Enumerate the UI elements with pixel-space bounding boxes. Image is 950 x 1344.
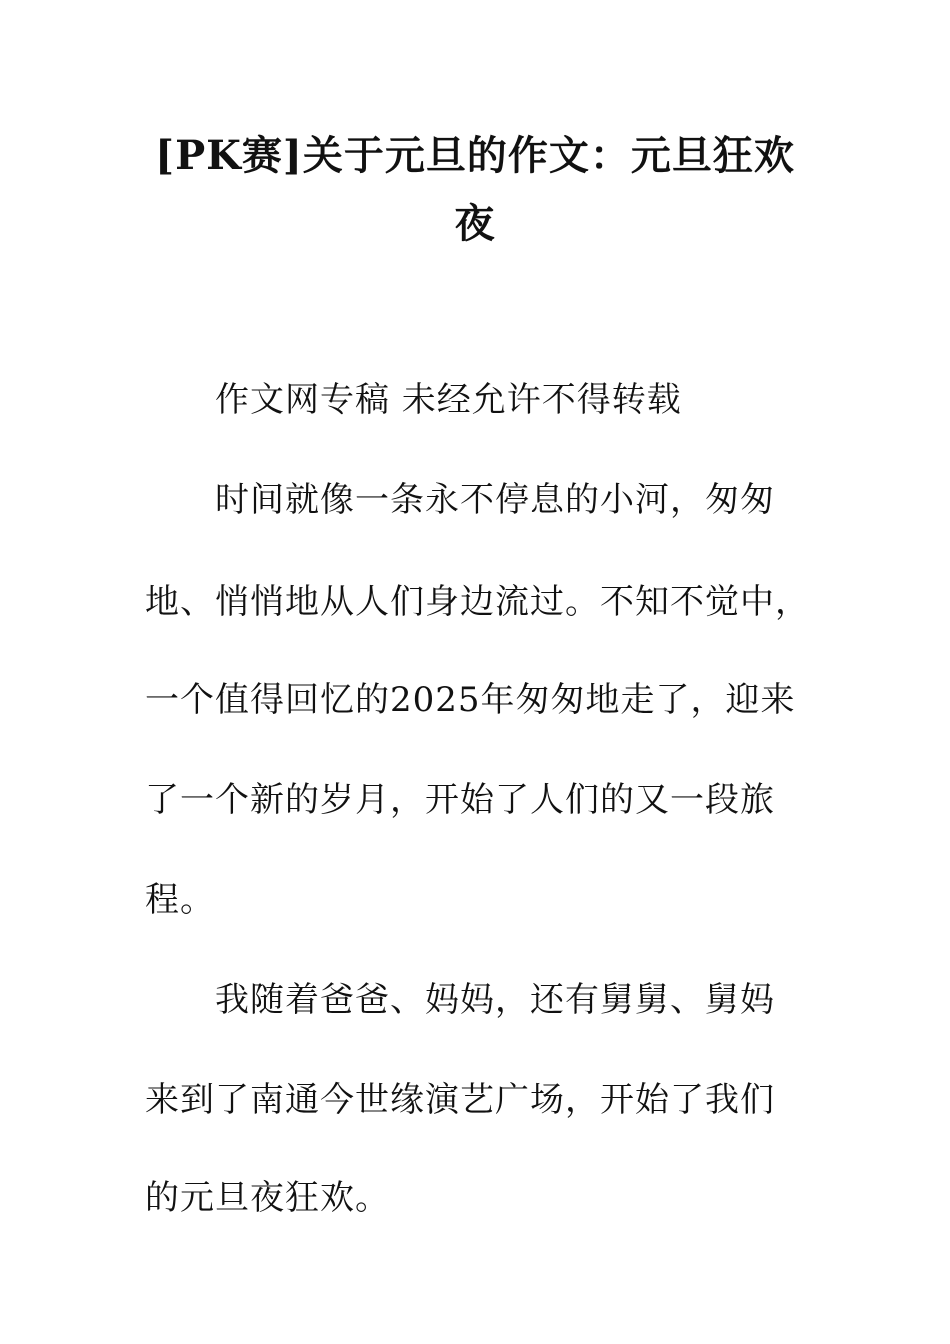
document-title [145,122,805,258]
paragraph-1-line-4: 了一个新的岁月，开始了人们的又一段旅 [145,780,775,820]
paragraph-1-line-1: 时间就像一条永不停息的小河，匆匆 [215,480,775,520]
paragraph-1-line-2: 地、悄悄地从人们身边流过。不知不觉中， [145,582,810,622]
paragraph-1-line-3: 一个值得回忆的2025年匆匆地走了，迎来 [145,680,796,720]
copyright-note: 作文网专稿 未经允许不得转载 [215,380,682,420]
title-line-2: 夜 [454,200,496,247]
paragraph-2-line-1: 我随着爸爸、妈妈，还有舅舅、舅妈 [215,980,775,1020]
paragraph-2-line-2: 来到了南通今世缘演艺广场，开始了我们 [145,1080,775,1120]
paragraph-2-line-3: 的元旦夜狂欢。 [145,1178,390,1218]
paragraph-1-line-5: 程。 [145,880,215,920]
title-line-1: [PK赛]关于元旦的作文：元旦狂欢 [155,132,795,179]
